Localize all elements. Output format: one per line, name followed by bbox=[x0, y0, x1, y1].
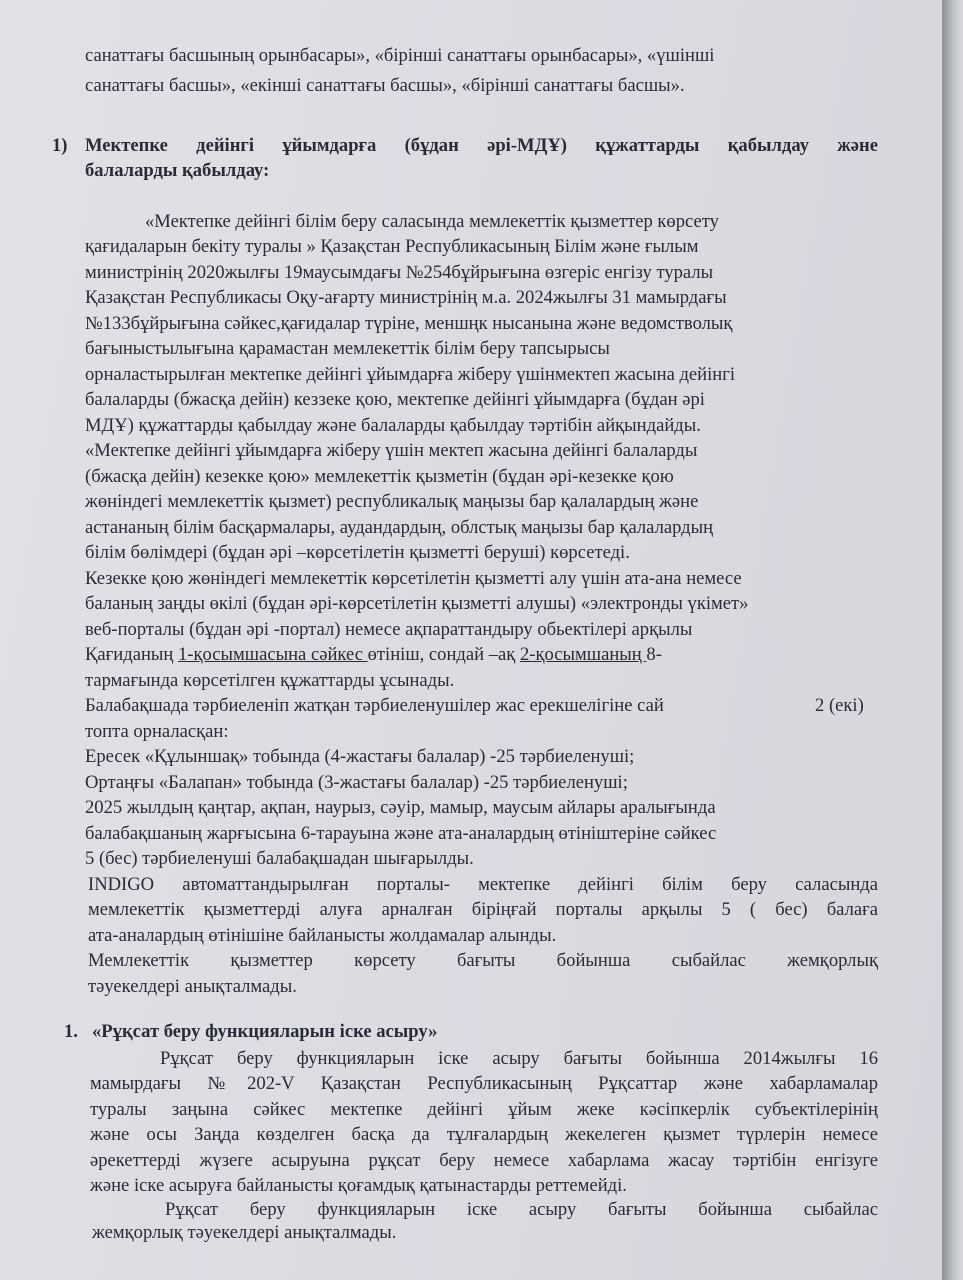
indigo-line: мемлекеттік қызметтерді алуға арналған біріңғай порталы арқылы 5 ( бес) балаға bbox=[88, 899, 878, 920]
indigo-line: ата-аналардың өтінішіне байланысты жолдамалар алынды. bbox=[88, 925, 557, 946]
section2-heading: «Рұқсат беру функцияларын іске асыру» bbox=[92, 1021, 438, 1042]
background-edge bbox=[942, 0, 963, 1280]
groups-line-left: Балабақшада тәрбиеленіп жатқан тәрбиеленушілер жас ерекшелігіне сай bbox=[85, 695, 664, 716]
indigo-line: INDIGO автоматтандырылған порталы- мектепке дейінгі білім беру саласында bbox=[88, 874, 878, 895]
attachment-mid-text: өтініш, сондай –ақ bbox=[367, 644, 520, 665]
section1-para-line: №133бұйрығына сәйкес,қағидалар түріне, меншңк нысанына және ведомстволық bbox=[85, 313, 733, 334]
section1-para-line: МДҰ) құжаттарды қабылдау және балаларды қабылдау тәртібін айқындайды. bbox=[85, 415, 701, 436]
section1-para-line: Кезекке қою жөніндегі мемлекеттік көрсетілетін қызметті алу үшін ата-ана немесе bbox=[85, 568, 742, 589]
attachment-pre-text: Қағиданың bbox=[85, 644, 178, 665]
section1-para-line: жөніндегі мемлекеттік қызмет) республикалық маңызы бар қалалардың және bbox=[85, 491, 699, 512]
section1-para-line: веб-порталы (бұдан әрі -портал) немесе ақпараттандыру обьектілері арқылы bbox=[85, 619, 693, 640]
groups-line-right: 2 (екі) bbox=[815, 695, 864, 716]
groups-line: топта орналасқан: bbox=[85, 721, 229, 742]
groups-line: Ересек «Құлыншақ» тобында (4-жастағы балалар) -25 тәрбиеленуші; bbox=[85, 746, 635, 767]
section2-para-line: және осы Заңда көзделген басқа да тұлғалардың жекелеген қызмет түрлерін немесе bbox=[90, 1124, 878, 1145]
section2-risk-line-2: жемқорлық тәуекелдері анықталмады. bbox=[92, 1222, 397, 1243]
groups-line: 2025 жылдың қаңтар, ақпан, наурыз, сәуір, мамыр, маусым айлары аралығында bbox=[85, 797, 716, 818]
groups-line: 5 (бес) тәрбиеленуші балабақшадан шығарылды. bbox=[85, 848, 474, 869]
section1-para-line: (бжасқа дейін) кезекке қою» мемлекеттік қызметін (бұдан әрі-кезекке қою bbox=[85, 466, 674, 487]
section1-para-line: орналастырылған мектепке дейінгі ұйымдарға жіберу үшінмектеп жасына дейінгі bbox=[85, 364, 736, 385]
section1-para-line: астананың білім басқармалары, аудандардың, облстық маңызы бар қалалардың bbox=[85, 517, 714, 538]
attachment-1-link[interactable]: 1-қосымшасына сәйкес bbox=[178, 644, 368, 665]
section1-para-line: білім бөлімдері (бұдан әрі –көрсетілетін қызметті беруші) көрсетеді. bbox=[85, 542, 630, 563]
section2-para-line: туралы заңына сәйкес мектепке дейінгі ұйым жеке кәсіпкерлік субъектілерінің bbox=[90, 1099, 878, 1120]
section1-para-line: қағидаларын бекіту туралы » Қазақстан Республикасының Білім және ғылым bbox=[85, 236, 699, 257]
section2-risk-line-1: Рұқсат беру функцияларын іске асыру бағыты бойынша сыбайлас bbox=[165, 1199, 878, 1220]
section1-heading-line-2: балаларды қабылдау: bbox=[85, 160, 270, 181]
section2-para-line: және іске асыруға байланысты қоғамдық қатынастарды реттемейді. bbox=[90, 1175, 627, 1196]
section2-number: 1. bbox=[64, 1021, 78, 1042]
intro-line-1: санаттағы басшының орынбасары», «бірінші санаттағы орынбасары», «үшінші bbox=[85, 45, 715, 66]
section1-number: 1) bbox=[52, 135, 68, 156]
section1-para-line: Қазақстан Республикасы Оқу-ағарту министрінің м.а. 2024жылғы 31 мамырдағы bbox=[85, 287, 727, 308]
attachment-post-text: 8- bbox=[646, 644, 662, 665]
attachment-reference-line bbox=[85, 644, 662, 667]
groups-line: балабақшаның жарғысына 6-тарауына және ата-аналардың өтініштеріне сәйкес bbox=[85, 823, 717, 844]
section1-para-line: баланың заңды өкілі (бұдан әрі-көрсетілетін қызметті алушы) «электронды үкімет» bbox=[85, 593, 749, 614]
section1-para-line: бағыныстылығына қарамастан мемлекеттік білім беру тапсырысы bbox=[85, 338, 610, 359]
section1-heading-line-1: Мектепке дейінгі ұйымдарға (бұдан әрі-МДҰ) құжаттарды қабылдау және bbox=[85, 135, 878, 156]
section1-para-line: балаларды (бжасқа дейін) кеззеке қою, мектепке дейінгі ұйымдарға (бұдан әрі bbox=[85, 389, 705, 410]
section1-para-line: «Мектепке дейінгі ұйымдарға жіберу үшін мектеп жасына дейінгі балаларды bbox=[85, 440, 698, 461]
section1-risk-line-2: тәуекелдері анықталмады. bbox=[88, 976, 297, 997]
section2-para-line: әрекеттерді жүзеге асыруына рұқсат беру немесе хабарлама жасау тәртібін енгізуге bbox=[90, 1150, 878, 1171]
attachment-2-link[interactable]: 2-қосымшаның bbox=[519, 644, 647, 665]
section1-para-line: тармағында көрсетілген құжаттарды ұсынады. bbox=[85, 670, 455, 691]
section1-para-line: министрінің 2020жылғы 19маусымдағы №254бұйрығына өзгеріс енгізу туралы bbox=[85, 262, 714, 283]
section1-para-line: «Мектепке дейінгі білім беру саласында мемлекеттік қызметтер көрсету bbox=[145, 211, 719, 232]
section1-risk-line-1: Мемлекеттік қызметтер көрсету бағыты бойынша сыбайлас жемқорлық bbox=[88, 950, 878, 971]
groups-line: Ортаңғы «Балапан» тобында (3-жастағы балалар) -25 тәрбиеленуші; bbox=[85, 772, 628, 793]
section2-para-line: мамырдағы №202-V Қазақстан Республикасының Рұқсаттар және хабарламалар bbox=[90, 1073, 878, 1094]
section2-para-line: Рұқсат беру функцияларын іске асыру бағыты бойынша 2014жылғы 16 bbox=[160, 1048, 878, 1069]
intro-line-2: санаттағы басшы», «екінші санаттағы басшы», «бірінші санаттағы басшы». bbox=[85, 75, 685, 96]
